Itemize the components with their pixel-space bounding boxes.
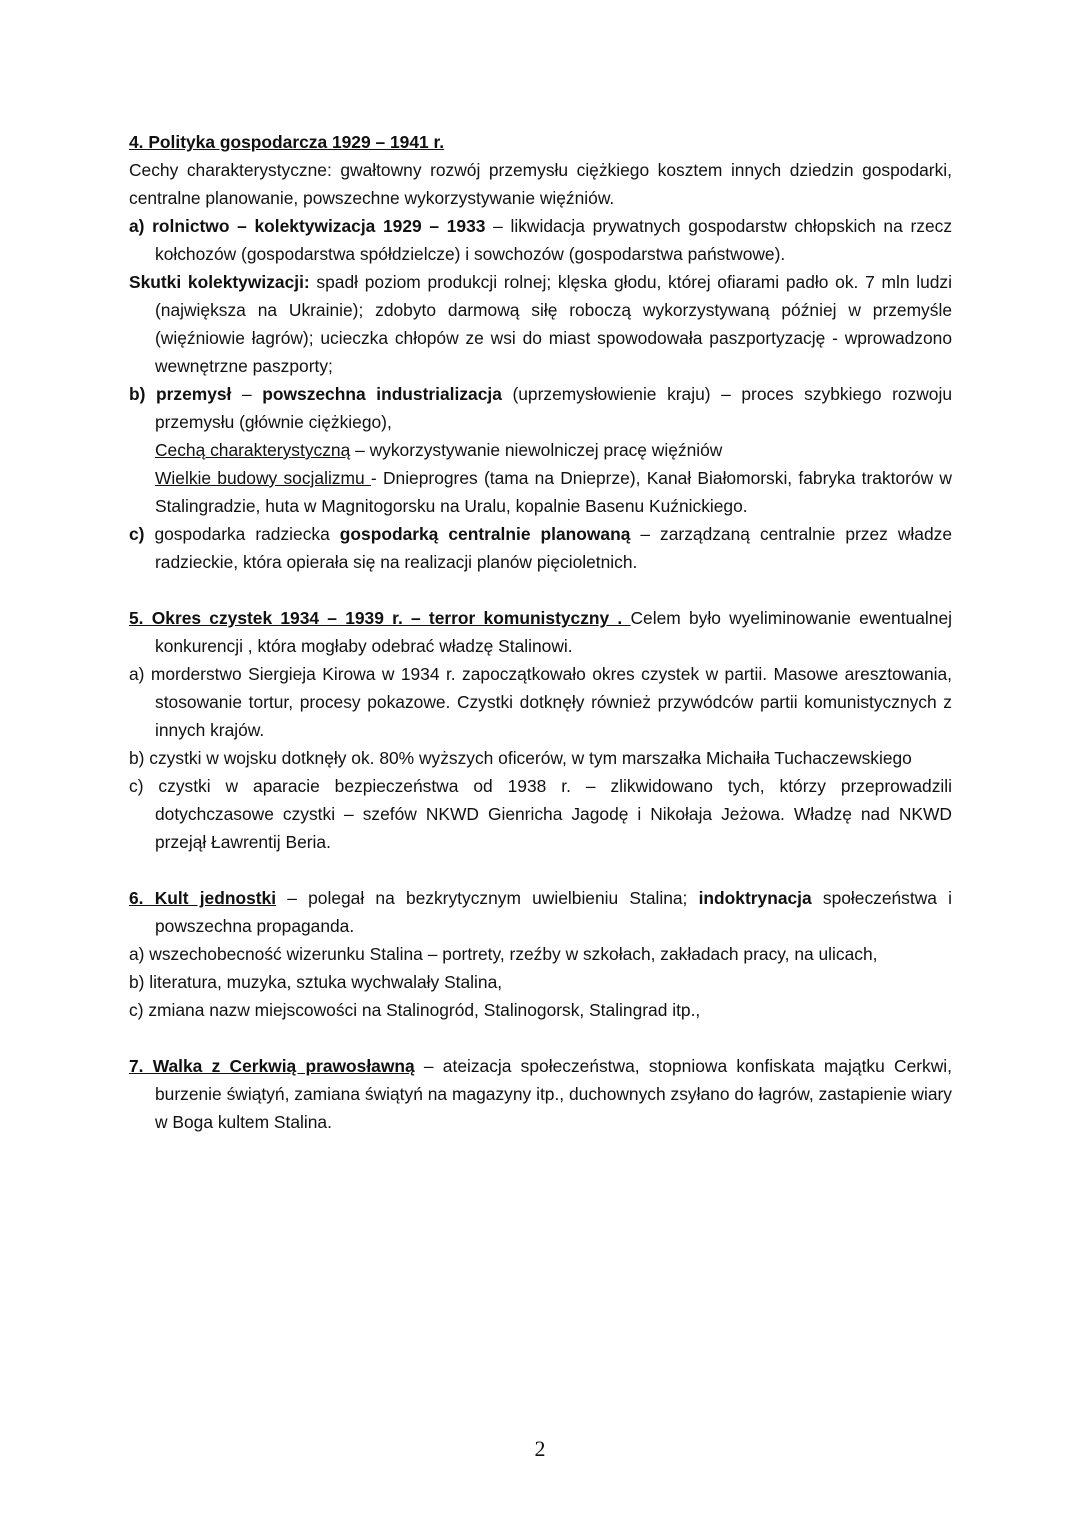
section-5-item-c: c) czystki w aparacie bezpieczeństwa od 1938 r. – zlikwidowano tych, którzy przeprowadzili dotychczasowe czystki – szefów NKWD Gienricha Jagodę i Nikołaja Jeżowa. Władzę nad NKWD przejął Ławrentij Beria.: [129, 776, 952, 852]
section-6-item-c: c) zmiana nazw miejscowości na Stalinogród, Stalinogorsk, Stalingrad itp.,: [129, 1000, 701, 1020]
section-4-item-c: c) gospodarka radziecka gospodarką centralnie planowaną – zarządzaną centralnie przez władze radzieckie, która opierała się na realizacji planów pięcioletnich.: [129, 524, 952, 572]
section-6-item-a: a) wszechobecność wizerunku Stalina – portrety, rzeźby w szkołach, zakładach pracy, na ulicach,: [129, 944, 878, 964]
section-7-heading: 7. Walka z Cerkwią prawosławną – ateizacja społeczeństwa, stopniowa konfiskata majątku Cerkwi, burzenie świątyń, zamiana świątyń na magazyny itp., duchownych zsyłano do łagrów, zastapienie wiary w Boga kultem Stalina.: [129, 1056, 952, 1132]
page-number: 2: [534, 1436, 546, 1461]
section-4-intro: Cechy charakterystyczne: gwałtowny rozwój przemysłu ciężkiego kosztem innych dziedzin gospodarki, centralne planowanie, powszechne wykorzystywanie więźniów.: [129, 160, 952, 208]
section-4-item-b: b) przemysł – powszechna industrializacja (uprzemysłowienie kraju) – proces szybkiego rozwoju przemysłu (głównie ciężkiego),: [129, 384, 953, 432]
section-5-heading: 5. Okres czystek 1934 – 1939 r. – terror komunistyczny . Celem było wyeliminowanie ewentualnej konkurencji , która mogłaby odebrać władzę Stalinowi.: [129, 608, 952, 656]
section-4-item-a: a) rolnictwo – kolektywizacja 1929 – 1933 – likwidacja prywatnych gospodarstw chłopskich na rzecz kołchozów (gospodarstwa spółdzielcze) i sowchozów (gospodarstwa państwowe).: [129, 216, 953, 264]
section-4-heading: 4. Polityka gospodarcza 1929 – 1941 r.: [129, 132, 445, 152]
section-4-skutki: Skutki kolektywizacji: spadł poziom produkcji rolnej; klęska głodu, której ofiarami padło ok. 7 mln ludzi (największa na Ukrainie); zdobyto darmową siłę roboczą wykorzystywaną później w przemyśle (więźniowie łagrów); ucieczka chłopów ze wsi do miast spowodowała paszportyzację - wprowadzono wewnętrzne paszporty;: [129, 272, 952, 376]
document-page: [129, 128, 952, 1136]
section-5-item-a: a) morderstwo Siergieja Kirowa w 1934 r. zapoczątkowało okres czystek w partii. Masowe aresztowania, stosowanie tortur, procesy pokazowe. Czystki dotknęły również przywódców partii komunistycznych z innych krajów.: [129, 664, 952, 740]
section-6-item-b: b) literatura, muzyka, sztuka wychwalały Stalina,: [129, 972, 503, 992]
section-4-wielkie-budowy: Wielkie budowy socjalizmu - Dnieprogres (tama na Dnieprze), Kanał Białomorski, fabryka traktorów w Stalingradzie, huta w Magnitogorsku na Uralu, kopalnie Basenu Kuźnickiego.: [155, 468, 952, 516]
section-4-cecha: Cechą charakterystyczną – wykorzystywanie niewolniczej pracę więźniów: [155, 440, 723, 460]
section-5-item-b: b) czystki w wojsku dotknęły ok. 80% wyższych oficerów, w tym marszałka Michaiła Tuchaczewskiego: [129, 748, 912, 768]
section-6-heading: 6. Kult jednostki – polegał na bezkrytycznym uwielbieniu Stalina; indoktrynacja społeczeństwa i powszechna propaganda.: [129, 888, 953, 936]
